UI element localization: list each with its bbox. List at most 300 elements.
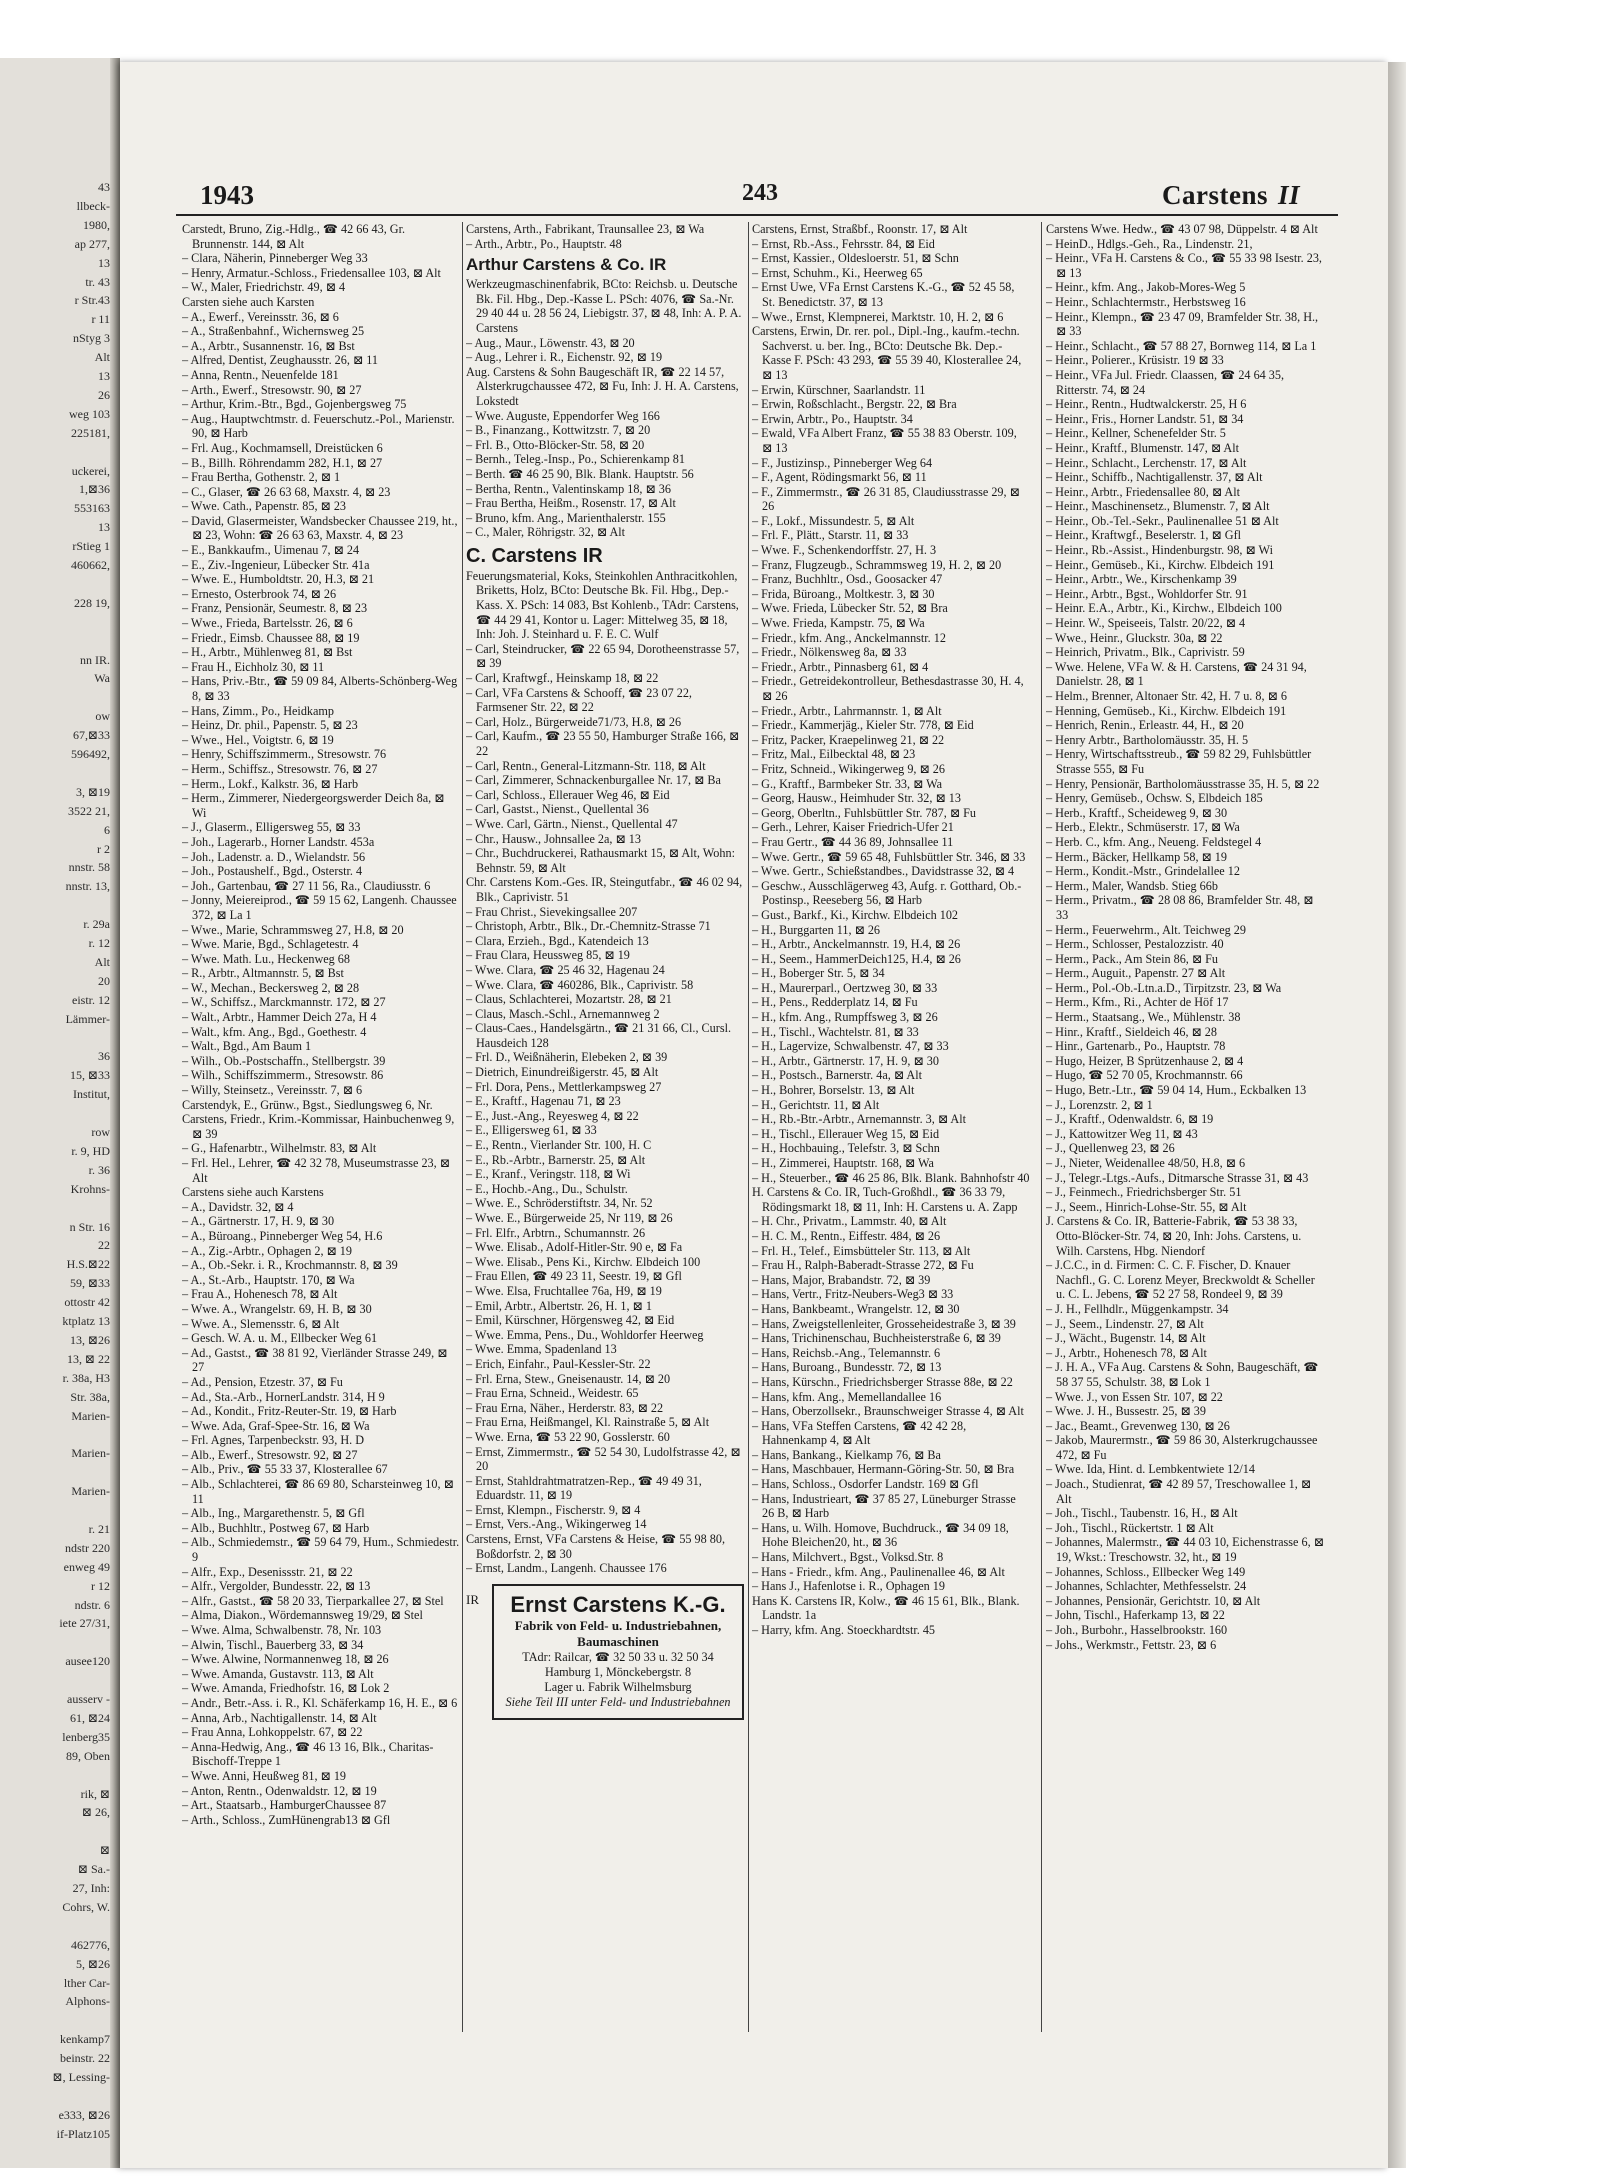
left-page-fragment: ndstr. 6: [74, 1597, 110, 1612]
directory-entry: – Ernst, Klempn., Fischerstr. 9, ⊠ 4: [466, 1502, 641, 1517]
directory-entry: – Berth. ☎ 46 25 90, Blk. Blank. Hauptstr. 56: [466, 466, 694, 481]
directory-entry: – Friedr., Kammerjäg., Kieler Str. 778, ⊠ Eid: [752, 718, 974, 733]
directory-entry: – J., Arbtr., Hohenesch 78, ⊠ Alt: [1046, 1345, 1207, 1360]
directory-entry: – Alfr., Vergolder, Bundesstr. 22, ⊠ 13: [182, 1579, 371, 1594]
left-page-fragment: Krohns-: [70, 1181, 110, 1196]
directory-column-4: [1046, 222, 1324, 2052]
left-page-fragment: ap 277,: [74, 236, 110, 251]
directory-entry: – Johannes, Malermstr., ☎ 44 03 10, Eichenstrasse 6, ⊠ 19, Wkst.: Treschowstr. 32, ht., ⊠ 19: [1046, 1535, 1324, 1565]
directory-entry: – Carl, Gastst., Nienst., Quellental 36: [466, 802, 649, 817]
running-name-text: Carstens: [1162, 180, 1268, 210]
directory-entry: – E., Kraftf., Hagenau 71, ⊠ 23: [466, 1094, 621, 1109]
directory-entry: – Wwe. Emma, Pens., Du., Wohldorfer Heerweg: [466, 1327, 704, 1342]
directory-entry: – Helm., Brenner, Altonaer Str. 42, H. 7 u. 8, ⊠ 6: [1046, 689, 1287, 703]
directory-entry: – Aug., Maur., Löwenstr. 43, ⊠ 20: [466, 335, 635, 350]
directory-entry: – Alb., Ing., Margarethenstr. 5, ⊠ Gfl: [182, 1506, 365, 1521]
directory-entry: – J.C.C., in d. Firmen: C. C. F. Fischer, D. Knauer Nachfl., G. C. Lorenz Meyer, Breckwoldt & Scheller u. C. L. Jebens, ☎ 52 27 58, Rondeel 9, ⊠ 39: [1046, 1258, 1315, 1302]
left-page-fragment: n Str. 16: [69, 1219, 110, 1234]
directory-entry: – Herm., Lokf., Kalkstr. 36, ⊠ Harb: [182, 776, 359, 791]
directory-entry: – Heinr., Kraftwgf., Beselerstr. 1, ⊠ Gfl: [1046, 528, 1242, 543]
left-page-fragment: ⊠, Lessing-: [52, 2070, 110, 2084]
left-page-fragment: Institut,: [72, 1087, 110, 1102]
directory-entry: – Heinr., Ob.-Tel.-Sekr., Paulinenallee 51 ⊠ Alt: [1046, 513, 1279, 528]
directory-entry: – Frl. H., Telef., Eimsbütteler Str. 113, ⊠ Alt: [752, 1243, 971, 1258]
directory-entry: – Alfr., Exp., Desenissstr. 21, ⊠ 22: [182, 1564, 353, 1579]
directory-entry: – Herm., Maler, Wandsb. Stieg 66b: [1046, 878, 1218, 893]
directory-entry: – Claus-Caes., Handelsgärtn., ☎ 21 31 66, Cl., Cursl. Hausdeich 128: [466, 1021, 732, 1050]
directory-entry: – Frl. Agnes, Tarpenbeckstr. 93, H. D: [182, 1433, 365, 1448]
directory-entry: – Franz, Flugzeugb., Schrammsweg 19, H. 2, ⊠ 20: [752, 557, 1002, 572]
left-page-fragment: r. 9, HD: [71, 1143, 110, 1158]
directory-entry: – Herm., Privatm., ☎ 28 08 86, Bramfelder Str. 48, ⊠ 33: [1046, 893, 1314, 922]
left-page-fragment: nnstr. 58: [68, 860, 110, 875]
directory-entry: – Heinr., Polierer., Krüsistr. 19 ⊠ 33: [1046, 353, 1224, 368]
directory-entry: – H., Zimmerei, Hauptstr. 168, ⊠ Wa: [752, 1156, 934, 1170]
left-page-fragment: 3522 21,: [68, 803, 110, 818]
directory-entry: – H., Steuerber., ☎ 46 25 86, Blk. Blank. Bahnhofstr 40: [752, 1170, 1030, 1185]
directory-entry: Carstens, Friedr., Krim.-Kommissar, Hainbuchenweg 9, ⊠ 39: [182, 1112, 455, 1141]
left-page-fragment: 13, ⊠26: [69, 1332, 110, 1347]
directory-entry: – E., Rentn., Vierlander Str. 100, H. C: [466, 1138, 652, 1153]
directory-entry: – Hinr., Gartenarb., Po., Hauptstr. 78: [1046, 1039, 1226, 1054]
directory-entry: – Herm., Pack., Am Stein 86, ⊠ Fu: [1046, 951, 1219, 966]
directory-entry: – H., Maurerparl., Oertzweg 30, ⊠ 33: [752, 980, 938, 995]
ad-note: Siehe Teil III unter Feld- und Industriebahnen: [505, 1694, 731, 1709]
directory-entry: – Frau Clara, Heussweg 85, ⊠ 19: [466, 948, 630, 963]
directory-entry: – H., Gerichtstr. 11, ⊠ Alt: [752, 1097, 880, 1112]
left-page-fragment: ndstr 220: [65, 1540, 110, 1555]
directory-entry: – A., Büroang., Pinneberger Weg 54, H.6: [182, 1228, 383, 1243]
directory-entry: – Heinr., VFa H. Carstens & Co., ☎ 55 33 98 Isestr. 23, ⊠ 13: [1046, 251, 1322, 280]
header-rule: [176, 214, 1338, 216]
directory-entry: – Ewald, VFa Albert Franz, ☎ 55 38 83 Oberstr. 109, ⊠ 13: [752, 426, 1017, 455]
directory-entry: Carstens siehe auch Karstens: [182, 1185, 324, 1200]
directory-entry: – Wwe. Ada, Graf-Spee-Str. 16, ⊠ Wa: [182, 1418, 370, 1433]
directory-entry: – Art., Staatsarb., HamburgerChaussee 87: [182, 1798, 387, 1813]
directory-entry: – Hans, Zimm., Po., Heidkamp: [182, 703, 334, 718]
left-page-fragment: 20: [98, 973, 110, 988]
directory-entry: – Heinrich, Privatm., Blk., Caprivistr. 59: [1046, 645, 1245, 660]
directory-entry: – H., Arbtr., Gärtnerstr. 17, H. 9, ⊠ 30: [752, 1053, 939, 1068]
directory-entry: – F., Zimmermstr., ☎ 26 31 85, Claudiusstrasse 29, ⊠ 26: [752, 484, 1020, 514]
directory-entry: Carstens, Ernst, VFa Carstens & Heise, ☎ 55 98 80, Boßdorfstr. 2, ⊠ 30: [466, 1532, 726, 1561]
left-page-fragment: H.S.⊠22: [66, 1257, 110, 1272]
directory-entry: – Joh., Gartenbau, ☎ 27 11 56, Ra., Claudiusstr. 6: [182, 878, 431, 893]
directory-entry: Werkzeugmaschinenfabrik, BCto: Reichsb. u. Deutsche Bk. Fil. Hbg., Dep.-Kasse L. PSch: 4076, ☎ Sa.-Nr. 29 40 44 u. 28 56 24, Liebigstr. 37, ⊠ 48, Inh: A. P. A. Carstens: [466, 277, 742, 335]
directory-entry: – Jonny, Meiereiprod., ☎ 59 15 62, Langenh. Chaussee 372, ⊠ La 1: [182, 893, 457, 922]
directory-entry: – Aug., Lehrer i. R., Eichenstr. 92, ⊠ 19: [466, 350, 663, 365]
ad-subtitle: Fabrik von Feld- u. Industriebahnen, Baumaschinen: [514, 1617, 722, 1649]
left-page-fragment: 1,⊠36: [78, 482, 110, 497]
directory-entry: – Ernst, Zimmermstr., ☎ 52 54 30, Ludolfstrasse 42, ⊠ 20: [466, 1444, 741, 1474]
directory-entry: – Wwe. Gertr., Schießstandbes., Davidstrasse 32, ⊠ 4: [752, 864, 1015, 879]
left-page-fragment: ⊠: [99, 1843, 110, 1858]
left-page-fragment: nn IR.: [80, 652, 110, 667]
directory-entry: – Joh., Ladenstr. a. D., Wielandstr. 56: [182, 849, 366, 864]
directory-entry: – Wwe. Frieda, Lübecker Str. 52, ⊠ Bra: [752, 601, 948, 616]
directory-entry: – G., Kraftf., Barmbeker Str. 33, ⊠ Wa: [752, 776, 943, 791]
directory-entry: – A., Davidstr. 32, ⊠ 4: [182, 1199, 294, 1214]
left-page-fragment: Str. 38a,: [70, 1389, 110, 1404]
directory-entry: – Henning, Gemüseb., Ki., Kirchw. Elbdeich 191: [1046, 703, 1287, 718]
left-page-fragment: e333, ⊠26: [58, 2107, 110, 2122]
directory-entry: – H., Postsch., Barnerstr. 4a, ⊠ Alt: [752, 1068, 922, 1083]
left-page-fragment: 13: [98, 520, 110, 535]
directory-entry: – Carl, Kaufm., ☎ 23 55 50, Hamburger Straße 166, ⊠ 22: [466, 729, 740, 758]
left-page-fragment: Marien-: [71, 1484, 110, 1499]
directory-entry: – Joh., Tischl., Taubenstr. 16, H., ⊠ Alt: [1046, 1506, 1238, 1521]
directory-entry: – Carl, Steindrucker, ☎ 22 65 94, Dorotheenstrasse 57, ⊠ 39: [466, 641, 740, 671]
directory-entry: – Wwe. Alwine, Normannenweg 18, ⊠ 26: [182, 1652, 389, 1667]
directory-entry: – H., Lagervize, Schwalbenstr. 47, ⊠ 33: [752, 1039, 949, 1054]
directory-entry: – Hans, VFa Steffen Carstens, ☎ 42 42 28, Hahnenkamp 4, ⊠ Alt: [752, 1418, 967, 1448]
directory-entry: – Frau Anna, Lohkoppelstr. 67, ⊠ 22: [182, 1725, 363, 1740]
directory-entry: – A., Gärtnerstr. 17, H. 9, ⊠ 30: [182, 1214, 335, 1229]
directory-entry: – Wwe. Gertr., ☎ 59 65 48, Fuhlsbüttler Str. 346, ⊠ 33: [752, 849, 1026, 864]
left-page-fragment: kenkamp7: [60, 2032, 110, 2047]
directory-entry: – Hans, Vertr., Fritz-Neubers-Weg3 ⊠ 33: [752, 1287, 954, 1302]
directory-entry: – A., St.-Arb., Hauptstr. 170, ⊠ Wa: [182, 1272, 355, 1287]
directory-entry: – Johs., Werkmstr., Fettstr. 23, ⊠ 6: [1046, 1637, 1217, 1652]
directory-entry: – G., Hafenarbtr., Wilhelmstr. 83, ⊠ Alt: [182, 1141, 377, 1156]
directory-entry: – Herm., Schiffsz., Stresowstr. 76, ⊠ 27: [182, 761, 378, 776]
directory-entry: – Aug., Hauptwchtmstr. d. Feuerschutz.-Pol., Marienstr. 90, ⊠ Harb: [182, 411, 455, 441]
directory-entry: – Ad., Gastst., ☎ 38 81 92, Vierländer Strasse 249, ⊠ 27: [182, 1345, 448, 1375]
directory-entry: – B., Billh. Röhrendamm 282, H.1, ⊠ 27: [182, 455, 383, 470]
directory-entry: – Wwe., Frieda, Bartelsstr. 26, ⊠ 6: [182, 616, 353, 631]
directory-entry: – Hans, Schloss., Osdorfer Landstr. 169 ⊠ Gfl: [752, 1477, 979, 1492]
directory-entry: – W., Maler, Friedrichstr. 49, ⊠ 4: [182, 280, 346, 295]
directory-entry: – Fritz, Mal., Eilbecktal 48, ⊠ 23: [752, 747, 916, 762]
directory-entry: – H., Pens., Redderplatz 14, ⊠ Fu: [752, 995, 918, 1010]
directory-entry: – Wwe. E., Humboldtstr. 20, H.3, ⊠ 21: [182, 572, 375, 587]
left-page-fragment: row: [91, 1125, 110, 1139]
header-year: 1943: [200, 180, 254, 210]
left-page-fragment: lenberg35: [62, 1729, 110, 1744]
left-page-fragment: Alt: [94, 350, 110, 365]
directory-entry: – A., Arbtr., Susannenstr. 16, ⊠ Bst: [182, 338, 355, 353]
directory-entry: – J., Quellenweg 23, ⊠ 26: [1046, 1141, 1175, 1156]
directory-entry: – Fritz, Schneid., Wikingerweg 9, ⊠ 26: [752, 761, 945, 776]
directory-entry: – Frau Bertha, Gothenstr. 2, ⊠ 1: [182, 470, 341, 485]
directory-entry: – A., Straßenbahnf., Wichernsweg 25: [182, 324, 365, 339]
directory-entry: – Hans, Bankbeamt., Wrangelstr. 12, ⊠ 30: [752, 1301, 960, 1316]
left-page-fragment: lther Car-: [63, 1975, 110, 1990]
directory-entry: – Alfr., Gastst., ☎ 58 20 33, Tierparkallee 27, ⊠ Stel: [182, 1593, 444, 1608]
left-page-fragment: r. 21: [88, 1521, 110, 1536]
directory-entry: – Henry, Armatur.-Schloss., Friedensallee 103, ⊠ Alt: [182, 265, 441, 280]
directory-entry: – H., Hochbauing., Telefstr. 3, ⊠ Schn: [752, 1141, 940, 1156]
left-page-fragment: 13: [98, 255, 110, 270]
left-page-fragment: r. 29a: [83, 917, 110, 932]
directory-entry: – John, Tischl., Haferkamp 13, ⊠ 22: [1046, 1608, 1225, 1623]
directory-entry: – Hans, Zweigstellenleiter, Grosseheidestraße 3, ⊠ 39: [752, 1316, 1016, 1331]
directory-entry: – Hans, Reichsb.-Ang., Telemannstr. 6: [752, 1345, 941, 1360]
directory-entry: – Friedr., Nölkensweg 8a, ⊠ 33: [752, 645, 907, 660]
directory-entry: – Georg, Hausw., Heimhuder Str. 32, ⊠ 13: [752, 791, 961, 806]
left-page-fragment: ⊠ Sa.-: [77, 1862, 110, 1877]
directory-entry: – Heinr., Schlacht., ☎ 57 88 27, Bornweg 114, ⊠ La 1: [1046, 338, 1317, 353]
left-page-fragment: eistr. 12: [72, 992, 110, 1007]
directory-entry: – Geschw., Ausschlägerweg 43, Aufg. r. Gotthard, Ob.-Postinsp., Reeseberg 56, ⊠ Harb: [752, 878, 1022, 908]
directory-entry: – Heinr., Arbtr., We., Kirschenkamp 39: [1046, 572, 1237, 587]
directory-entry: – Ernesto, Osterbrook 74, ⊠ 26: [182, 586, 337, 601]
directory-entry: – H. Chr., Privatm., Lammstr. 40, ⊠ Alt: [752, 1214, 947, 1229]
directory-entry: – Frida, Büroang., Moltkestr. 3, ⊠ 30: [752, 586, 935, 601]
directory-entry: – Hans, Priv.-Btr., ☎ 59 09 84, Alberts-Schönberg-Weg 8, ⊠ 33: [182, 674, 458, 703]
left-page-fragment: Alphons-: [65, 1994, 110, 2009]
directory-entry: – J., Lorenzstr. 2, ⊠ 1: [1046, 1097, 1153, 1112]
left-page-fragment: rStieg 1: [72, 539, 110, 554]
directory-entry: – Anton, Rentn., Odenwaldstr. 12, ⊠ 19: [182, 1783, 377, 1798]
directory-entry: – Wilh., Ob.-Postschaffn., Stellbergstr. 39: [182, 1053, 386, 1068]
directory-entry: – Alwin, Tischl., Bauerberg 33, ⊠ 34: [182, 1637, 364, 1652]
directory-entry: – E., Kranf., Veringstr. 118, ⊠ Wi: [466, 1167, 631, 1182]
directory-entry: – Frau Christ., Sievekingsallee 207: [466, 904, 638, 919]
directory-entry: – Hans J., Hafenlotse i. R., Ophagen 19: [752, 1579, 945, 1594]
directory-entry: – Carl, Schloss., Ellerauer Weg 46, ⊠ Eid: [466, 787, 670, 802]
left-page-fragment: weg 103: [69, 406, 110, 421]
directory-entry: – Erwin, Arbtr., Po., Hauptstr. 34: [752, 411, 913, 426]
directory-entry: – Herm., Kondit.-Mstr., Grindelallee 12: [1046, 864, 1240, 879]
left-page-fragment: Lämmer-: [65, 1011, 110, 1026]
directory-entry: – Alb., Ewerf., Stresowstr. 92, ⊠ 27: [182, 1447, 358, 1462]
directory-entry: – Ad., Sta.-Arb., HornerLandstr. 314, H 9: [182, 1389, 385, 1404]
directory-entry: – Hans, Oberzollsekr., Braunschweiger Strasse 4, ⊠ Alt: [752, 1404, 1024, 1419]
directory-entry: – Wwe. Auguste, Eppendorfer Weg 166: [466, 408, 660, 423]
directory-entry: Carstens, Ernst, Straßbf., Roonstr. 17, ⊠ Alt: [752, 222, 968, 236]
directory-entry: – Walt., Arbtr., Hammer Deich 27a, H 4: [182, 1010, 377, 1025]
directory-entry: – Frl. F., Plätt., Starstr. 11, ⊠ 33: [752, 528, 909, 543]
left-page-fragment: r Str.43: [74, 293, 110, 308]
directory-entry: Carsten siehe auch Karsten: [182, 294, 315, 309]
directory-entry: – Frau A., Hohenesch 78, ⊠ Alt: [182, 1287, 338, 1302]
left-page-fragment: 6: [104, 822, 110, 837]
directory-entry: – Ad., Pension, Etzestr. 37, ⊠ Fu: [182, 1374, 343, 1389]
directory-entry: – Ernst, Landm., Langenh. Chaussee 176: [466, 1561, 667, 1576]
directory-entry: – H., Arbtr., Mühlenweg 81, ⊠ Bst: [182, 645, 353, 660]
directory-entry: – Heinz, Dr. phil., Papenstr. 5, ⊠ 23: [182, 718, 358, 733]
directory-entry: – H., Rb.-Btr.-Arbtr., Arnemannstr. 3, ⊠ Alt: [752, 1112, 967, 1127]
directory-entry: – Joh., Tischl., Rückertstr. 1 ⊠ Alt: [1046, 1520, 1214, 1535]
directory-entry: – Claus, Masch.-Schl., Arnemannweg 2: [466, 1006, 660, 1021]
directory-entry: – Frau Gertr., ☎ 44 36 89, Johnsallee 11: [752, 834, 954, 849]
directory-entry: – Hans, Industrieart, ☎ 37 85 27, Lüneburger Strasse 26 B, ⊠ Harb: [752, 1491, 1016, 1521]
directory-entry: – Alfred, Dentist, Zeughausstr. 26, ⊠ 11: [182, 353, 378, 368]
left-page-fragment: Wa: [94, 671, 110, 686]
directory-entry: – Herm., Kfm., Ri., Achter de Höf 17: [1046, 995, 1229, 1010]
left-page-fragment: llbeck-: [76, 198, 110, 213]
left-page-fragment: ausserv -: [67, 1692, 110, 1706]
directory-entry: – Heinr., Schlacht., Lerchenstr. 17, ⊠ Alt: [1046, 455, 1247, 470]
adjacent-left-page: [0, 58, 120, 2168]
directory-column-1: [182, 222, 460, 2052]
directory-entry: – Johannes, Pensionär, Gerichtstr. 10, ⊠ Alt: [1046, 1593, 1261, 1608]
left-page-fragment: 3, ⊠19: [75, 784, 110, 799]
directory-entry: – Wwe. E., Bürgerweide 25, Nr 119, ⊠ 26: [466, 1211, 673, 1225]
directory-entry: – Johannes, Schloss., Ellbecker Weg 149: [1046, 1564, 1246, 1579]
directory-entry: – Henrich, Renin., Erleastr. 44, H., ⊠ 20: [1046, 718, 1244, 733]
directory-entry: – Joh., Lagerarb., Horner Landstr. 453a: [182, 834, 375, 849]
directory-entry: – Hans, kfm. Ang., Memellandallee 16: [752, 1389, 942, 1404]
directory-entry: – J., Feinmech., Friedrichsberger Str. 51: [1046, 1185, 1242, 1200]
directory-entry: – Wwe. A., Wrangelstr. 69, H. B, ⊠ 30: [182, 1301, 372, 1316]
directory-entry: – Heinr., Fris., Horner Landstr. 51, ⊠ 34: [1046, 411, 1244, 426]
directory-entry: – Ernst, Schuhm., Ki., Heerweg 65: [752, 265, 923, 280]
directory-entry: – Joh., Burbohr., Hasselbrookstr. 160: [1046, 1623, 1228, 1637]
directory-entry: – Wwe. Erna, ☎ 53 22 90, Gosslerstr. 60: [466, 1429, 670, 1444]
left-page-fragment: nnstr. 13,: [65, 879, 110, 894]
advertisement-box: [466, 1584, 744, 1720]
directory-entry: – J. H., Fellhdlr., Müggenkampstr. 34: [1046, 1301, 1229, 1316]
directory-entry: Chr. Carstens Kom.-Ges. IR, Steingutfabr., ☎ 46 02 94, Blk., Caprivistr. 51: [466, 875, 743, 904]
directory-entry: Carstendyk, E., Grünw., Bgst., Siedlungsweg 6, Nr.: [182, 1097, 433, 1112]
directory-entry: – Henry, Gemüseb., Ochsw. S, Elbdeich 185: [1046, 791, 1263, 806]
directory-entry: – Fritz, Packer, Kraepelinweg 21, ⊠ 22: [752, 732, 945, 747]
directory-entry: – Heinr., Maschinensetz., Blumenstr. 7, ⊠ Alt: [1046, 499, 1270, 514]
directory-entry: – Hugo, Betr.-Ltr., ☎ 59 04 14, Hum., Eckbalken 13: [1046, 1083, 1307, 1098]
directory-entry: – Frl. Erna, Stew., Gneisenaustr. 14, ⊠ 20: [466, 1371, 671, 1386]
directory-entry: – Wwe. Alma, Schwalbenstr. 78, Nr. 103: [182, 1623, 382, 1637]
left-page-fragment: 225181,: [71, 425, 110, 440]
directory-entry: – H., Seem., HammerDeich125, H.4, ⊠ 26: [752, 951, 961, 966]
left-page-fragment: ottostr 42: [64, 1295, 110, 1310]
directory-entry: – A., Ob.-Sekr. i. R., Krochmannstr. 8, ⊠ 39: [182, 1258, 398, 1273]
directory-entry: – Henry, Pensionär, Bartholomäusstrasse 35, H. 5, ⊠ 22: [1046, 776, 1320, 791]
directory-entry: – C., Maler, Röhrigstr. 32, ⊠ Alt: [466, 525, 626, 540]
directory-entry: – Henry Arbtr., Bartholomäusstr. 35, H. 5: [1046, 732, 1249, 747]
left-page-fragment: 1980,: [83, 217, 110, 232]
ad-title: Ernst Carstens K.-G.: [510, 1591, 726, 1617]
directory-entry: – W., Schiffsz., Marckmannstr. 172, ⊠ 27: [182, 995, 386, 1010]
directory-entry: – Herb., Elektr., Schmüserstr. 17, ⊠ Wa: [1046, 820, 1240, 835]
directory-entry: – Hans, Trichinenschau, Buchheisterstraße 6, ⊠ 39: [752, 1331, 1001, 1346]
directory-entry: H. Carstens & Co. IR, Tuch-Großhdl., ☎ 36 33 79, Rödingsmarkt 18, ⊠ 11, Inh: H. Carstens u. A. Zapp: [752, 1185, 1018, 1214]
directory-entry: – Heinr., Schiffb., Nachtigallenstr. 37, ⊠ Alt: [1046, 470, 1263, 485]
left-page-fragment: 462776,: [71, 1937, 110, 1952]
directory-entry: – Erich, Einfahr., Paul-Kessler-Str. 22: [466, 1356, 651, 1371]
directory-entry: – Frau Ellen, ☎ 49 23 11, Seestr. 19, ⊠ Gfl: [466, 1269, 682, 1284]
left-page-fragment: 5, ⊠26: [75, 1956, 110, 1971]
directory-entry: – E., Ziv.-Ingenieur, Lübecker Str. 41a: [182, 557, 370, 572]
directory-entry: – David, Glasermeister, Wandsbecker Chaussee 219, ht., ⊠ 23, Wohn: ☎ 26 63 63, Maxstr. 4, ⊠ 23: [182, 513, 458, 543]
left-page-fragment: 13: [98, 369, 110, 383]
left-page-fragment: 13, ⊠ 22: [66, 1351, 110, 1366]
directory-entry: – Clara, Näherin, Pinneberger Weg 33: [182, 251, 368, 266]
directory-entry: – Anna-Hedwig, Ang., ☎ 46 13 16, Blk., Charitas-Bischoff-Treppe 1: [182, 1739, 434, 1769]
page-number: 243: [742, 180, 778, 206]
directory-entry: – Hans, Maschbauer, Hermann-Göring-Str. 50, ⊠ Bra: [752, 1462, 1015, 1477]
directory-entry: – H., Tischl., Ellerauer Weg 15, ⊠ Eid: [752, 1126, 940, 1141]
left-page-fragment: enweg 49: [63, 1559, 110, 1574]
directory-entry: – Willy, Steinsetz., Vereinsstr. 7, ⊠ 6: [182, 1083, 363, 1098]
directory-entry: – Frau H., Eichholz 30, ⊠ 11: [182, 659, 325, 674]
directory-entry: – J., Kattowitzer Weg 11, ⊠ 43: [1046, 1126, 1198, 1141]
directory-entry: – Chr., Hausw., Johnsallee 2a, ⊠ 13: [466, 831, 641, 846]
directory-entry: – Herm., Feuerwehrm., Alt. Teichweg 29: [1046, 922, 1246, 937]
left-page-fragment: 228 19,: [74, 595, 110, 610]
directory-entry: – H., Boberger Str. 5, ⊠ 34: [752, 966, 885, 981]
directory-entry: Hans K. Carstens IR, Kolw., ☎ 46 15 61, Blk., Blank. Landstr. 1a: [752, 1593, 1020, 1623]
left-page-fragment: ⊠ 26,: [81, 1805, 110, 1820]
directory-entry: – J. H. A., VFa Aug. Carstens & Sohn, Baugeschäft, ☎ 58 37 55, Schulstr. 38, ⊠ Lok 1: [1046, 1360, 1319, 1389]
directory-entry: – Jac., Beamt., Grevenweg 130, ⊠ 26: [1046, 1418, 1230, 1433]
directory-entry: – Wwe., Heinr., Gluckstr. 30a, ⊠ 22: [1046, 630, 1223, 645]
directory-entry: – W., Mechan., Beckersweg 2, ⊠ 28: [182, 980, 360, 995]
directory-entry: – Wwe. Amanda, Friedhofstr. 16, ⊠ Lok 2: [182, 1681, 390, 1696]
directory-entry: – Heinr., Kraftf., Blumenstr. 147, ⊠ Alt: [1046, 440, 1240, 455]
directory-entry: – Hans, Buroang., Bundesstr. 72, ⊠ 13: [752, 1360, 942, 1375]
directory-entry: Carstens, Arth., Fabrikant, Traunsallee 23, ⊠ Wa: [466, 222, 705, 236]
directory-entry: – Wwe. Elisab., Pens Ki., Kirchw. Elbdeich 100: [466, 1254, 701, 1269]
directory-entry: Aug. Carstens & Sohn Baugeschäft IR, ☎ 22 14 57, Alsterkrugchaussee 472, ⊠ Fu, Inh: J. H. A. Carstens, Lokstedt: [466, 364, 739, 408]
left-page-fragment: r 2: [97, 841, 110, 856]
directory-entry: – H. C. M., Rentn., Eiffestr. 484, ⊠ 26: [752, 1228, 941, 1243]
directory-entry: – Heinr., kfm. Ang., Jakob-Mores-Weg 5: [1046, 280, 1246, 295]
directory-entry: – Wilh., Schiffszimmerm., Stresowstr. 86: [182, 1068, 384, 1083]
column-separator: [1041, 222, 1042, 2032]
directory-entry: – Hans, Bankang., Kielkamp 76, ⊠ Ba: [752, 1447, 941, 1462]
directory-entry: – J., Glaserm., Elligersweg 55, ⊠ 33: [182, 820, 361, 835]
directory-entry: – J., Seem., Lindenstr. 27, ⊠ Alt: [1046, 1316, 1204, 1331]
directory-entry: – Emil, Arbtr., Albertstr. 26, H. 1, ⊠ 1: [466, 1298, 652, 1313]
directory-entry: – Erwin, Kürschner, Saarlandstr. 11: [752, 382, 926, 397]
directory-entry: – A., Ewerf., Vereinsstr. 36, ⊠ 6: [182, 309, 339, 324]
directory-entry: – Anna, Arb., Nachtigallenstr. 14, ⊠ Alt: [182, 1710, 377, 1725]
directory-entry: – Frau Erna, Näher., Herderstr. 83, ⊠ 22: [466, 1400, 664, 1415]
directory-entry: – B., Finanzang., Kottwitzstr. 7, ⊠ 20: [466, 423, 651, 438]
directory-entry: – Heinr. W., Speiseeis, Talstr. 20/22, ⊠ 4: [1046, 616, 1246, 631]
directory-entry: – H., Bohrer, Borselstr. 13, ⊠ Alt: [752, 1083, 915, 1098]
left-page-fragment: if-Platz105: [56, 2126, 110, 2141]
directory-entry: – Claus, Schlachterei, Mozartstr. 28, ⊠ 21: [466, 992, 672, 1007]
directory-entry: – Hans, u. Wilh. Homove, Buchdruck., ☎ 34 09 18, Hohe Bleichen20, ht., ⊠ 36: [752, 1520, 1009, 1550]
directory-entry: – Wwe. J. H., Bussestr. 25, ⊠ 39: [1046, 1404, 1206, 1419]
directory-entry: – Wwe. J., von Essen Str. 107, ⊠ 22: [1046, 1389, 1223, 1404]
directory-entry: – Alb., Priv., ☎ 55 33 37, Klosterallee 67: [182, 1462, 388, 1477]
directory-entry: – Frl. Dora, Pens., Mettlerkampsweg 27: [466, 1079, 662, 1094]
left-page-fragment: tr. 43: [85, 274, 110, 289]
directory-entry: – Friedr., Arbtr., Pinnasberg 61, ⊠ 4: [752, 659, 929, 674]
directory-entry: – J., Telegr.-Ltgs.-Aufs., Ditmarsche Strasse 31, ⊠ 43: [1046, 1170, 1309, 1185]
directory-entry: – Hans, Kürschn., Friedrichsberger Strasse 88e, ⊠ 22: [752, 1374, 1013, 1389]
directory-entry: – Alma, Diakon., Wördemannsweg 19/29, ⊠ Stel: [182, 1608, 423, 1623]
directory-entry: – E., Rb.-Arbtr., Barnerstr. 25, ⊠ Alt: [466, 1152, 646, 1167]
directory-entry: – H., Tischl., Wachtelstr. 81, ⊠ 33: [752, 1024, 919, 1039]
left-page-fragment: r 12: [91, 1578, 110, 1593]
directory-entry: – Harry, kfm. Ang. Stoeckhardtstr. 45: [752, 1623, 936, 1637]
directory-entry: – Wwe. Cath., Papenstr. 85, ⊠ 23: [182, 499, 347, 514]
ad-side-mark: IR: [466, 1591, 479, 1607]
page-fold-shadow: [110, 58, 120, 2168]
left-page-fragment: 15, ⊠33: [69, 1068, 110, 1083]
directory-entry: – E., Hochb.-Ang., Du., Schulstr.: [466, 1181, 628, 1196]
directory-entry: – Herb., Kraftf., Scheideweg 9, ⊠ 30: [1046, 805, 1228, 820]
directory-entry: – Gust., Barkf., Ki., Kirchw. Elbdeich 102: [752, 907, 959, 922]
directory-entry: – Wwe. Anni, Heußweg 81, ⊠ 19: [182, 1768, 347, 1783]
directory-entry: – E., Just.-Ang., Reyesweg 4, ⊠ 22: [466, 1108, 639, 1123]
directory-entry: – H., kfm. Ang., Rumpffsweg 3, ⊠ 26: [752, 1010, 938, 1025]
directory-entry: – Ernst Uwe, VFa Ernst Carstens K.-G., ☎ 52 45 58, St. Benedictstr. 37, ⊠ 13: [752, 280, 1015, 309]
left-page-fragment: 89, Oben: [66, 1748, 110, 1763]
directory-entry: – Frau Erna, Heißmangel, Kl. Rainstraße 5, ⊠ Alt: [466, 1415, 710, 1430]
directory-entry: – Hans - Friedr., kfm. Ang., Paulinenallee 46, ⊠ Alt: [752, 1564, 1005, 1579]
left-page-fragment: 59, ⊠33: [69, 1276, 110, 1291]
directory-entry: – Wwe. Ida, Hint. d. Lembkentwiete 12/14: [1046, 1462, 1255, 1477]
directory-entry: – Bruno, kfm. Ang., Marienthalerstr. 155: [466, 510, 666, 525]
directory-entry: – Wwe. Emma, Spadenland 13: [466, 1342, 617, 1357]
directory-entry: – J., Nieter, Weidenallee 48/50, H.8, ⊠ 6: [1046, 1156, 1246, 1170]
